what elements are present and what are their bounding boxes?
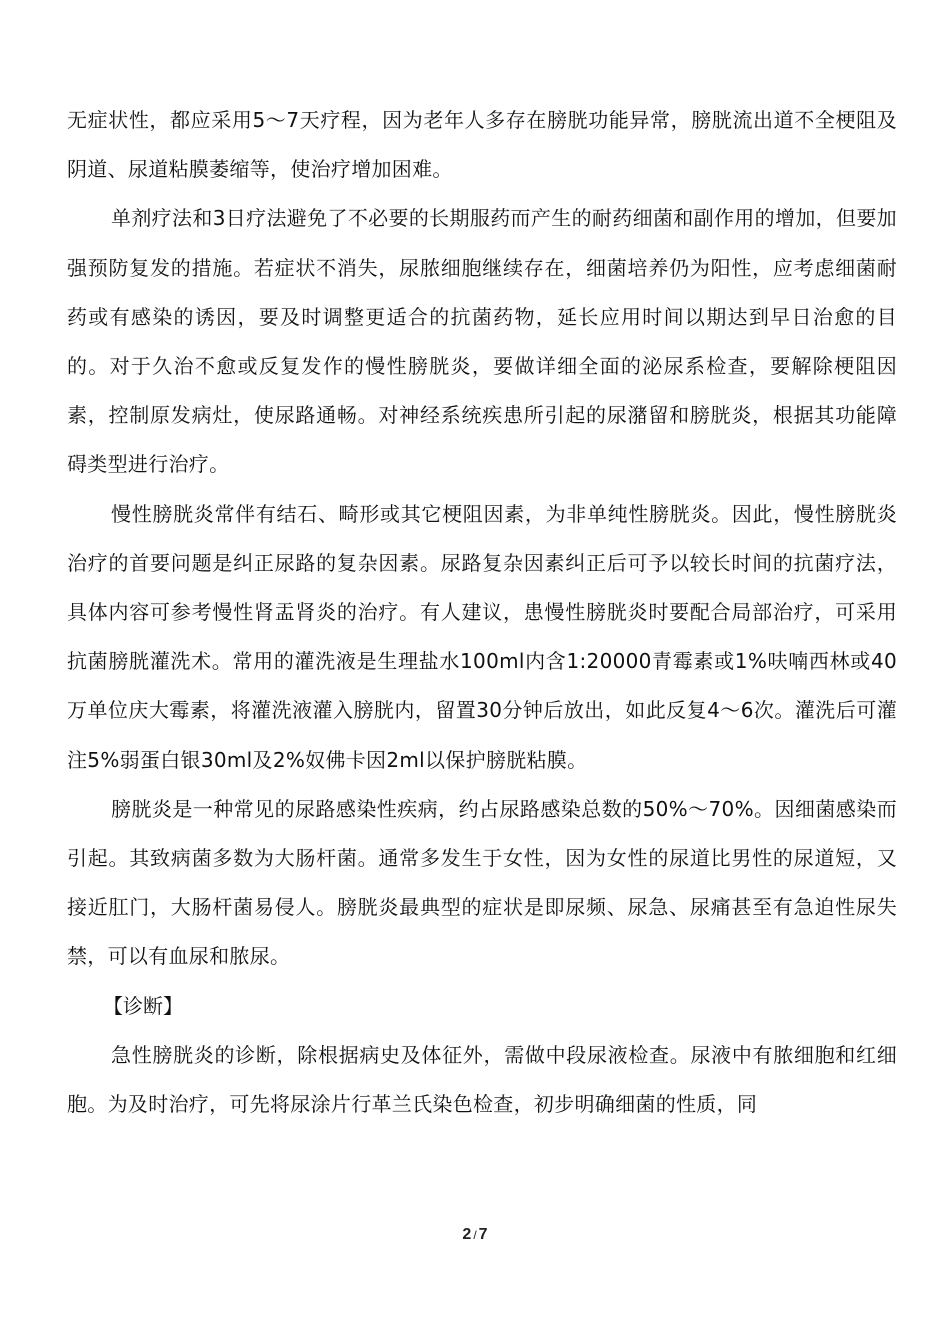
current-page-number: 2 [462,1226,472,1243]
section-heading-diagnosis: 【诊断】 [103,993,183,1018]
document-body [67,96,897,1129]
total-page-count: 7 [478,1226,488,1243]
page-number-separator: / [473,1228,477,1242]
paragraph-5: 急性膀胱炎的诊断，除根据病史及体征外，需做中段尿液检查。尿液中有脓细胞和红细胞。为及时治疗，可先将尿涂片行革兰氏染色检查，初步明确细菌的性质，同 [67,1042,897,1117]
paragraph-3: 慢性膀胱炎常伴有结石、畸形或其它梗阻因素，为非单纯性膀胱炎。因此，慢性膀胱炎治疗的首要问题是纠正尿路的复杂因素。尿路复杂因素纠正后可予以较长时间的抗菌疗法，具体内容可参考慢性肾盂肾炎的治疗。有人建议，患慢性膀胱炎时要配合局部治疗，可采用抗菌膀胱灌洗术。常用的灌洗液是生理盐水100ml内含1:20000青霉素或1%呋喃西林或40万单位庆大霉素，将灌洗液灌入膀胱内，留置30分钟后放出，如此反复4～6次。灌洗后可灌注5%弱蛋白银30ml及2%奴佛卡因2ml以保护膀胱粘膜。 [67,501,897,772]
paragraph-4: 膀胱炎是一种常见的尿路感染性疾病，约占尿路感染总数的50%～70%。因细菌感染而引起。其致病菌多数为大肠杆菌。通常多发生于女性，因为女性的尿道比男性的尿道短，又接近肛门，大肠杆菌易侵人。膀胱炎最典型的症状是即尿频、尿急、尿痛甚至有急迫性尿失禁，可以有血尿和脓尿。 [67,796,897,969]
paragraph-2: 单剂疗法和3日疗法避免了不必要的长期服药而产生的耐药细菌和副作用的增加，但要加强预防复发的措施。若症状不消失，尿脓细胞继续存在，细菌培养仍为阳性，应考虑细菌耐药或有感染的诱因，要及时调整更适合的抗菌药物，延长应用时间以期达到早日治愈的目的。对于久治不愈或反复发作的慢性膀胱炎，要做详细全面的泌尿系检查，要解除梗阻因素，控制原发病灶，使尿路通畅。对神经系统疾患所引起的尿潴留和膀胱炎，根据其功能障碍类型进行治疗。 [67,206,897,477]
paragraph-1: 无症状性，都应采用5～7天疗程，因为老年人多存在膀胱功能异常，膀胱流出道不全梗阻及阴道、尿道粘膜萎缩等，使治疗增加困难。 [67,108,897,182]
page-number-footer [0,1226,950,1244]
